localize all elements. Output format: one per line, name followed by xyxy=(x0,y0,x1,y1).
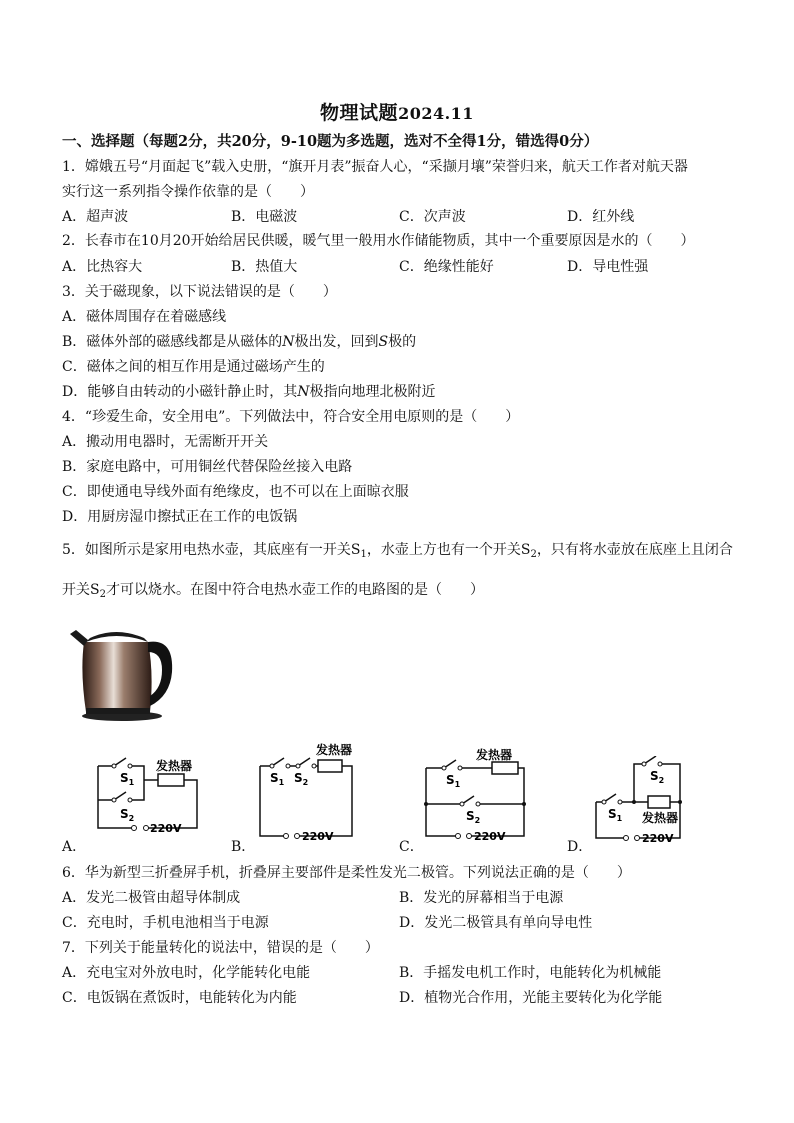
q3-b-part3: 极的 xyxy=(388,334,417,350)
b-s2-sub: 2 xyxy=(302,778,309,787)
circuit-diagram-c xyxy=(400,744,540,850)
q1-option-a: A．超声波 xyxy=(62,209,129,225)
q3-d-part2: 极指向地理北极附近 xyxy=(309,384,436,400)
question-5-stem xyxy=(62,541,733,564)
b-s1-sub: 1 xyxy=(278,778,285,787)
a-s1-sub: 1 xyxy=(128,778,135,787)
q4-option-b: B．家庭电路中，可用铜丝代替保险丝接入电路 xyxy=(62,459,353,475)
svg-text:S2 xyxy=(120,807,134,823)
svg-text:S1 xyxy=(120,771,135,787)
q6-option-b: B．发光的屏幕相当于电源 xyxy=(399,890,564,906)
q5-l1-sub2: 2 xyxy=(530,549,537,560)
q3-b-s: S xyxy=(378,334,389,350)
b-voltage-label: 220V xyxy=(302,830,334,843)
q4-option-c: C．即使通电导线外面有绝缘皮，也不可以在上面晾衣服 xyxy=(62,484,409,500)
question-6-stem: 6．华为新型三折叠屏手机，折叠屏主要部件是柔性发光二极管。下列说法正确的是（ ） xyxy=(62,865,631,881)
svg-text:S2 xyxy=(466,809,480,825)
q5-option-c: C． xyxy=(399,839,424,855)
q3-b-part1: B．磁体外部的磁感线都是从磁体的 xyxy=(62,334,283,350)
page-title xyxy=(0,98,794,125)
q7-option-b: B．手摇发电机工作时，电能转化为机械能 xyxy=(399,965,662,981)
q6-option-d: D．发光二极管具有单向导电性 xyxy=(399,915,593,931)
q6-option-a: A．发光二极管由超导体制成 xyxy=(62,890,241,906)
q5-option-b: B． xyxy=(231,839,256,855)
question-2-stem: 2．长春市在10月20开始给居民供暖，暖气里一般用水作储能物质，其中一个重要原因是水的（ ） xyxy=(62,233,695,249)
b-s2-label: S xyxy=(294,771,303,785)
q3-option-b xyxy=(62,333,416,351)
svg-text:S1 xyxy=(446,773,461,789)
electric-kettle-image xyxy=(66,612,178,724)
circuit-diagram-b xyxy=(230,740,370,850)
c-s2-label: S xyxy=(466,809,475,823)
q3-d-part1: D．能够自由转动的小磁针静止时，其 xyxy=(62,384,298,400)
q3-option-d xyxy=(62,383,435,401)
question-1-stem: 1．嫦娥五号“月面起飞”载入史册，“旗开月表”振奋人心，“采撷月壤”荣誉归来，航天工作者对航天器 xyxy=(62,159,688,175)
q1-option-c: C．次声波 xyxy=(399,209,466,225)
question-5-stem-cont xyxy=(62,581,484,604)
d-s1-label: S xyxy=(608,807,617,821)
q6-option-c: C．充电时，手机电池相当于电源 xyxy=(62,915,269,931)
circuit-diagram-a xyxy=(62,752,212,852)
q2-option-c: C．绝缘性能好 xyxy=(399,259,494,275)
q5-l2-part1: 开关S xyxy=(62,582,100,598)
q2-option-d: D．导电性强 xyxy=(567,259,649,275)
q5-l1-part3: ，只有将水壶放在底座上且闭合 xyxy=(536,542,733,558)
title-date: 2024.11 xyxy=(398,104,474,123)
q3-option-a: A．磁体周围存在着磁感线 xyxy=(62,309,227,325)
q1-option-b: B．电磁波 xyxy=(231,209,298,225)
question-3-stem: 3．关于磁现象，以下说法错误的是（ ） xyxy=(62,284,337,300)
q3-b-part2: 极出发，回到 xyxy=(294,334,379,350)
q5-option-d: D． xyxy=(567,839,593,855)
q5-l1-sub1: 1 xyxy=(360,549,367,560)
q2-option-b: B．热值大 xyxy=(231,259,298,275)
svg-text:S1 xyxy=(270,771,285,787)
q7-option-a: A．充电宝对外放电时，化学能转化电能 xyxy=(62,965,311,981)
q3-option-c: C．磁体之间的相互作用是通过磁场产生的 xyxy=(62,359,325,375)
c-s1-sub: 1 xyxy=(454,780,461,789)
q5-l2-part2: 才可以烧水。在图中符合电热水壶工作的电路图的是（ ） xyxy=(105,582,484,598)
q4-option-d: D．用厨房湿巾擦拭正在工作的电饭锅 xyxy=(62,509,298,525)
section-heading: 一、选择题（每题2分，共20分，9-10题为多选题，选对不全得1分，错选得0分） xyxy=(62,133,599,150)
a-s2-label: S xyxy=(120,807,129,821)
c-voltage-label: 220V xyxy=(474,830,506,843)
a-s2-sub: 2 xyxy=(128,814,135,823)
q5-l1-part1: 5．如图所示是家用电热水壶，其底座有一开关S xyxy=(62,542,361,558)
circuit-diagram-d xyxy=(582,756,692,850)
c-s1-label: S xyxy=(446,773,455,787)
d-s1-sub: 1 xyxy=(616,814,623,823)
svg-text:S1 xyxy=(608,807,623,823)
b-heater-label: 发热器 xyxy=(316,743,353,757)
d-voltage-label: 220V xyxy=(642,832,674,845)
question-1-stem-cont: 实行这一系列指令操作依靠的是（ ） xyxy=(62,184,314,200)
q7-option-d: D．植物光合作用，光能主要转化为化学能 xyxy=(399,990,663,1006)
q4-option-a: A．搬动用电器时，无需断开开关 xyxy=(62,434,269,450)
q1-option-d: D．红外线 xyxy=(567,209,635,225)
question-7-stem: 7．下列关于能量转化的说法中，错误的是（ ） xyxy=(62,940,379,956)
q5-l1-part2: ，水壶上方也有一个开关S xyxy=(366,542,531,558)
svg-text:S2 xyxy=(650,769,664,785)
q5-option-a: A． xyxy=(62,839,87,855)
svg-text:S2 xyxy=(294,771,308,787)
q2-option-a: A．比热容大 xyxy=(62,259,143,275)
d-s2-sub: 2 xyxy=(658,776,665,785)
title-text: 物理试题 xyxy=(320,102,399,124)
q3-b-n: N xyxy=(282,334,295,350)
a-heater-label: 发热器 xyxy=(156,759,193,773)
a-s1-label: S xyxy=(120,771,129,785)
q3-d-n: N xyxy=(297,384,310,400)
b-s1-label: S xyxy=(270,771,279,785)
d-heater-label: 发热器 xyxy=(642,811,679,825)
q7-option-c: C．电饭锅在煮饭时，电能转化为内能 xyxy=(62,990,297,1006)
a-voltage-label: 220V xyxy=(150,822,182,835)
question-4-stem: 4．“珍爱生命，安全用电”。下列做法中，符合安全用电原则的是（ ） xyxy=(62,409,520,425)
c-s2-sub: 2 xyxy=(474,816,481,825)
d-s2-label: S xyxy=(650,769,659,783)
q5-l2-sub: 2 xyxy=(99,589,106,600)
c-heater-label: 发热器 xyxy=(476,748,513,762)
